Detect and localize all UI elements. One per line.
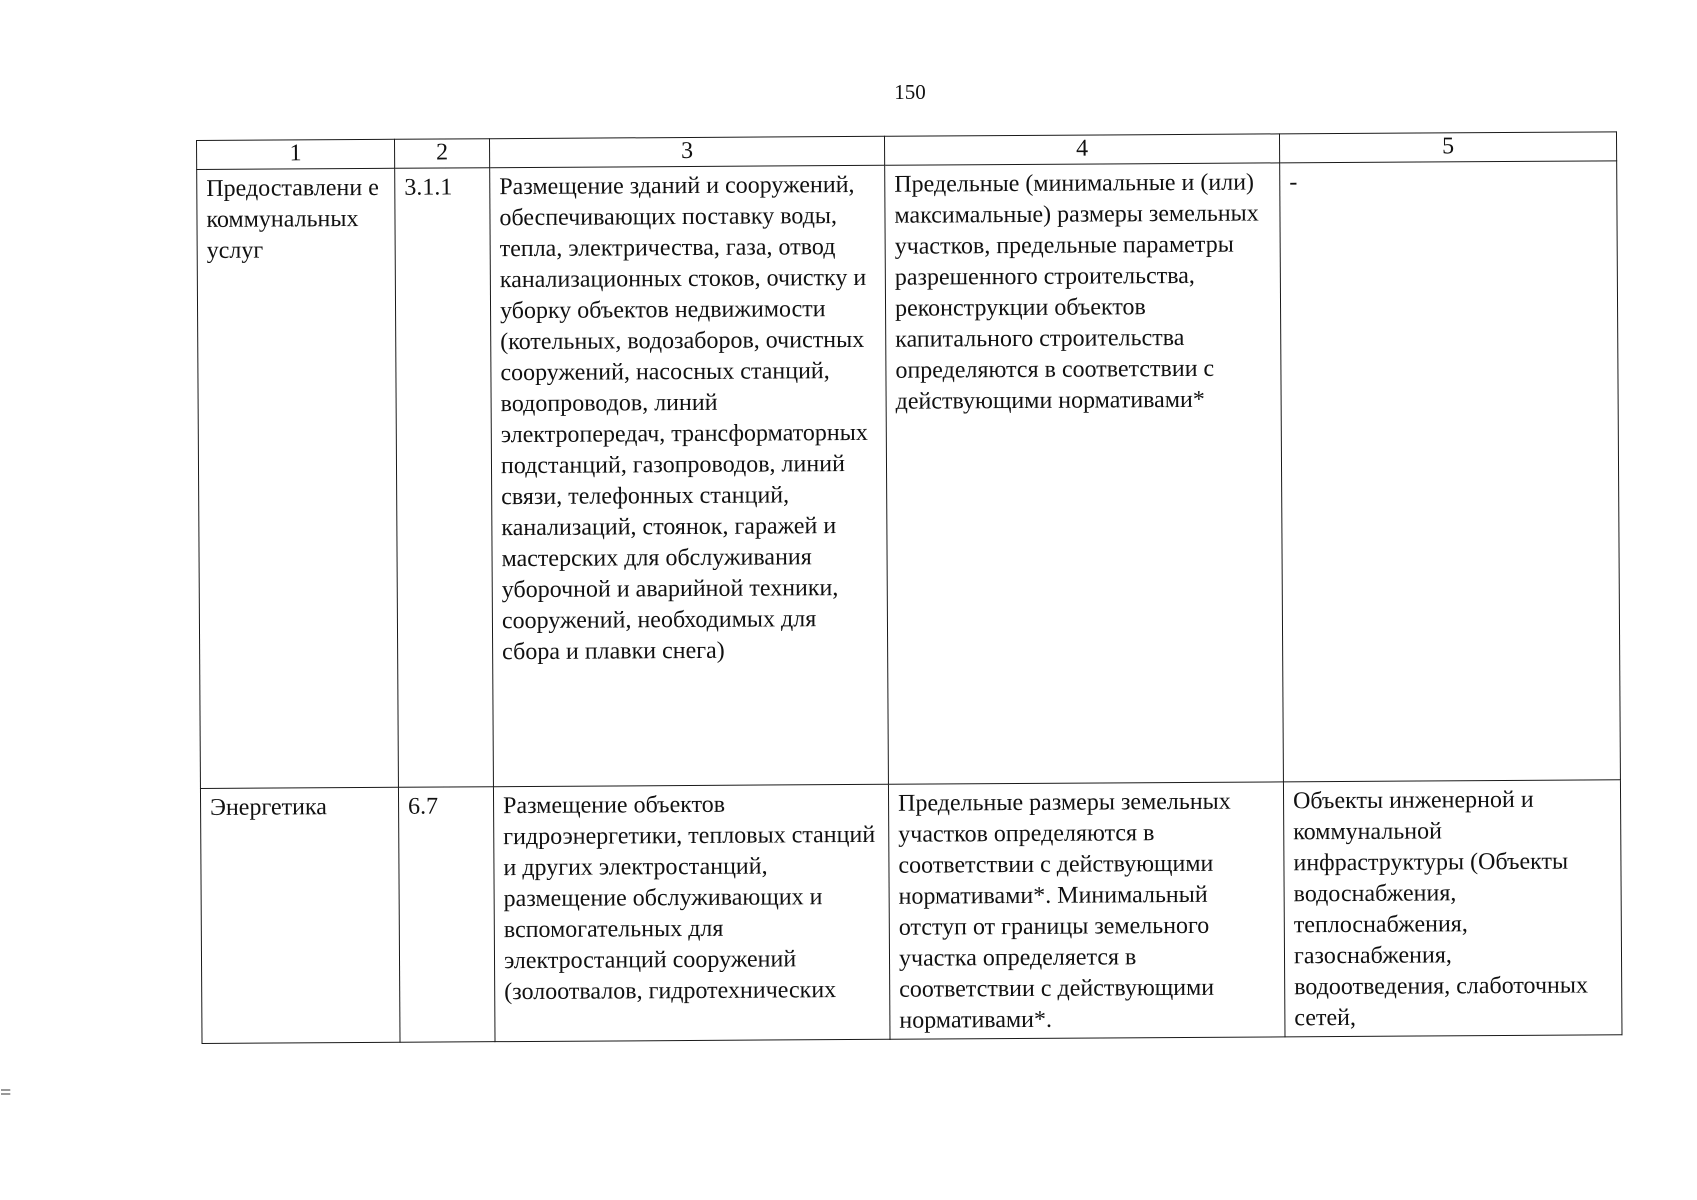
construction-parameters: Предельные размеры земельных участков определяются в соответствии с действующими нормативами*. Минимальный отступ от границы земельного участка определяется в соответствии с действующими нормативами*.: [888, 782, 1285, 1039]
notes-cell: Объекты инженерной и коммунальной инфраструктуры (Объекты водоснабжения, теплоснабжения, газоснабжения, водоотведения, слаботочных сетей,: [1283, 780, 1622, 1037]
use-type-code: 6.7: [398, 787, 495, 1043]
use-type-description: Размещение объектов гидроэнергетики, тепловых станций и других электростанций, размещение обслуживающих и вспомогательных для электростанций сооружений (золоотвалов, гидротехнических: [493, 784, 890, 1041]
column-header-2: 2: [394, 139, 489, 169]
page-number: 150: [894, 80, 926, 104]
table-row: [200, 780, 1622, 1044]
use-type-name: Энергетика: [200, 787, 400, 1043]
use-type-description: Размещение зданий и сооружений, обеспечивающих поставку воды, тепла, электричества, газа, отвод канализационных стоков, очистку и уборку объектов недвижимости (котельных, водозаборов, очистных сооружений, насосных станций, водопроводов, линий электропередач, трансформаторных подстанций, газопроводов, линий связи, телефонных станций, канализаций, стоянок, гаражей и мастерских для обслуживания уборочной и аварийной техники, сооружений, необходимых для сбора и плавки снега): [490, 165, 889, 786]
column-header-5: 5: [1279, 132, 1616, 163]
construction-parameters: Предельные (минимальные и (или) максимальные) размеры земельных участков, предельные параметры разрешенного строительства, реконструкции объектов капитального строительства определяются в соответствии с действующими нормативами*: [885, 163, 1284, 784]
margin-mark: =: [0, 1082, 12, 1104]
notes-cell: -: [1280, 161, 1621, 782]
column-header-4: 4: [884, 134, 1279, 165]
column-header-3: 3: [489, 136, 884, 167]
land-use-table: [196, 131, 1622, 1044]
use-type-code: 3.1.1: [395, 168, 494, 788]
column-header-1: 1: [197, 139, 395, 169]
use-type-name: Предоставлени е коммунальных услуг: [197, 168, 399, 788]
table-row: [197, 161, 1621, 789]
